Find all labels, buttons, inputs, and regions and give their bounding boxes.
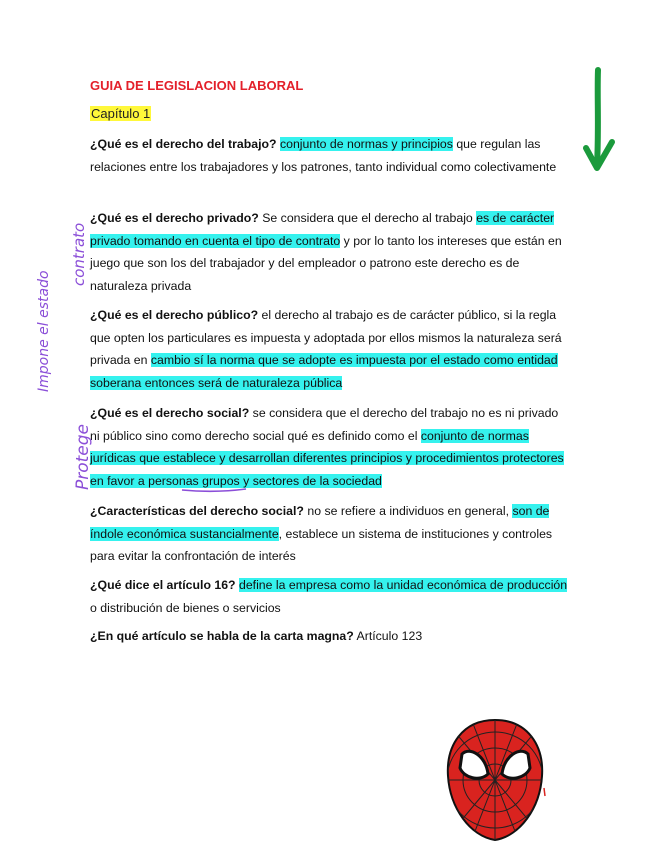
- qa-item-derecho-publico: [90, 304, 568, 394]
- question: ¿Qué es el derecho público?: [90, 308, 259, 322]
- spiderman-mask-icon: [440, 716, 550, 844]
- note-impone-text: Impone el estado: [36, 270, 52, 392]
- chapter-heading: [90, 106, 151, 121]
- handwritten-underline: [180, 486, 250, 494]
- handwritten-note-protege: [64, 410, 100, 494]
- document-title: GUIA DE LEGISLACION LABORAL: [90, 78, 304, 93]
- question: ¿Características del derecho social?: [90, 504, 304, 518]
- handwritten-note-contrato: [62, 210, 98, 290]
- answer-text: Se considera que el derecho al trabajo: [262, 211, 473, 225]
- qa-item-caracteristicas: [90, 500, 568, 568]
- answer-text: y por lo tanto los intereses que están en juego que son los del trabajador y del empleador o patrono este derecho es de naturaleza privada: [90, 233, 562, 293]
- chapter-label: Capítulo 1: [91, 106, 151, 121]
- answer-text: que regulan las relaciones entre los trabajadores y los patrones, tanto individual como colectivamente: [90, 137, 557, 174]
- answer-highlight: son de índole económica sustancialmente: [90, 504, 550, 541]
- question: ¿Qué es el derecho del trabajo?: [90, 137, 277, 151]
- answer-highlight: es de carácter privado tomando en cuenta el tipo de contrato: [90, 211, 555, 248]
- answer-text: o distribución de bienes o servicios: [90, 600, 281, 615]
- answer-text: el derecho al trabajo es de carácter público, si la regla que opten los particulares es impuesta y adoptada por ellos mismos la naturaleza será privada en: [90, 308, 562, 367]
- answer-highlight: conjunto de normas jurídicas que establece y desarrollan diferentes principios y procedimientos protectores en favor a personas grupos y sectores de la sociedad: [90, 428, 564, 488]
- answer-text: Artículo 123: [356, 629, 423, 643]
- question: ¿Qué es el derecho social?: [90, 406, 250, 420]
- note-protege-text: Protege: [73, 423, 93, 490]
- qa-item-derecho-trabajo: [90, 133, 568, 178]
- handwritten-note-impone-estado: [26, 270, 90, 396]
- qa-item-derecho-social: [90, 402, 568, 492]
- question: ¿Qué es el derecho privado?: [90, 211, 259, 225]
- down-arrow-icon: [582, 66, 618, 176]
- answer-text: se considera que el derecho del trabajo no es ni privado ni público sino como derecho social qué es definido como el: [90, 406, 559, 443]
- question: ¿En qué artículo se habla de la carta magna?: [90, 629, 354, 643]
- qa-item-articulo-16: [90, 574, 568, 619]
- qa-item-carta-magna: [90, 625, 568, 648]
- note-contrato-text: contrato: [70, 222, 88, 286]
- qa-item-derecho-privado: [90, 207, 568, 297]
- answer-highlight: conjunto de normas y principios: [279, 137, 453, 151]
- answer-highlight: define la empresa como la unidad económica de producción: [238, 578, 568, 592]
- answer-highlight: cambio sí la norma que se adopte es impuesta por el estado como entidad soberana entonces será de naturaleza pública: [90, 353, 558, 390]
- question: ¿Qué dice el artículo 16?: [90, 578, 236, 592]
- answer-text: , establece un sistema de instituciones y controles para evitar la confrontación de interés: [90, 526, 553, 563]
- answer-text: no se refiere a individuos en general,: [307, 504, 510, 518]
